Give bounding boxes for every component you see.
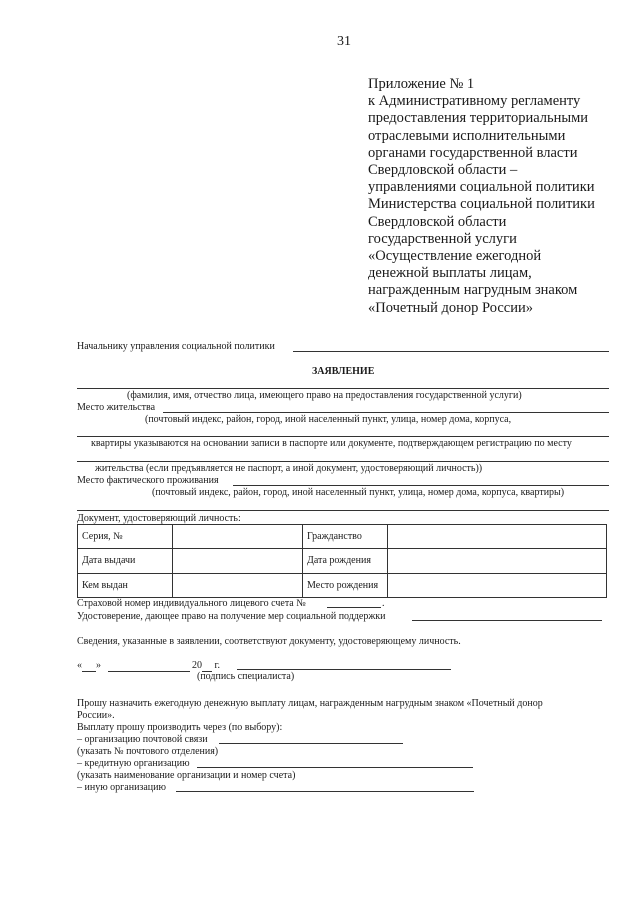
apartment-hint: квартиры указываются на основании записи в паспорте или документе, подтверждающем регистрацию по месту (91, 438, 572, 449)
actual-residence-label: Место фактического проживания (77, 475, 219, 486)
specialist-signature-field[interactable] (237, 669, 451, 670)
series-label: Серия, № (78, 525, 173, 549)
credit-option: – кредитную организацию (77, 758, 190, 769)
appendix-line: денежной выплаты лицам, (368, 265, 532, 282)
date-quote-open: « (77, 660, 82, 671)
id-document-label: Документ, удостоверяющий личность: (77, 513, 241, 524)
actual-address-hint: (почтовый индекс, район, город, иной населенный пункт, улица, номер дома, корпуса, квартиры) (152, 487, 565, 498)
postal-option: – организацию почтовой связи (77, 734, 208, 745)
birth-date-value[interactable] (388, 549, 607, 573)
appendix-line: органами государственной власти (368, 144, 578, 161)
other-field[interactable] (176, 791, 474, 792)
credit-hint: (указать наименование организации и номер счета) (77, 770, 296, 781)
citizenship-label: Гражданство (303, 525, 388, 549)
payment-via-label: Выплату прошу производить через (по выбору): (77, 722, 283, 733)
date-quote-close: » (96, 660, 101, 671)
appendix-line: Приложение № 1 (368, 76, 475, 92)
appendix-line: управлениями социальной политики (368, 179, 595, 196)
actual-residence-field-2[interactable] (77, 510, 609, 511)
appendix-line: «Осуществление ежегодной (368, 248, 542, 265)
issue-date-value[interactable] (173, 549, 303, 573)
address-hint: (почтовый индекс, район, город, иной населенный пункт, улица, номер дома, корпуса, (145, 414, 512, 425)
specialist-signature-hint: (подпись специалиста) (197, 671, 295, 682)
residence-field-2[interactable] (77, 436, 609, 437)
birth-place-value[interactable] (388, 573, 607, 597)
date-year-suffix: г. (214, 660, 220, 671)
series-value[interactable] (173, 525, 303, 549)
page-number: 31 (337, 34, 351, 49)
appendix-line: предоставления территориальными (368, 110, 589, 127)
appendix-line: Свердловской области (368, 213, 507, 230)
snils-label: Страховой номер индивидуального лицевого счета № (77, 598, 306, 609)
certificate-field[interactable] (412, 620, 602, 621)
appendix-line: «Почетный донор России» (368, 299, 534, 316)
request-text-2: России». (77, 710, 115, 721)
credit-field[interactable] (197, 767, 473, 768)
fio-field[interactable] (77, 388, 609, 389)
addressee-field[interactable] (293, 351, 609, 352)
request-text: Прошу назначить ежегодную денежную выплату лицам, награжденным нагрудным знаком «Почетный донор (77, 698, 543, 709)
snils-field[interactable] (327, 607, 381, 608)
issued-by-value[interactable] (173, 573, 303, 597)
appendix-header (368, 76, 595, 317)
issue-date-label: Дата выдачи (78, 549, 173, 573)
residence-label: Место жительства (77, 402, 156, 413)
addressee-label: Начальнику управления социальной политики (77, 341, 275, 352)
day-field[interactable] (82, 660, 96, 672)
issued-by-label: Кем выдан (78, 573, 173, 597)
appendix-line: Министерства социальной политики (368, 196, 595, 213)
residence-hint-end: жительства (если предъявляется не паспорт, а иной документ, удостоверяющий личность)) (95, 463, 483, 474)
appendix-line: награжденным нагрудным знаком (368, 282, 578, 299)
postal-hint: (указать № почтового отделения) (77, 746, 219, 757)
residence-field[interactable] (163, 412, 609, 413)
appendix-line: государственной услуги (368, 230, 517, 247)
other-option: – иную организацию (77, 782, 166, 793)
residence-field-3[interactable] (77, 461, 609, 462)
id-document-table (77, 524, 607, 598)
month-field[interactable] (108, 660, 190, 672)
certificate-label: Удостоверение, дающее право на получение мер социальной поддержки (77, 611, 386, 622)
birth-date-label: Дата рождения (303, 549, 388, 573)
date-year: 20 (192, 660, 202, 671)
verification-text: Сведения, указанные в заявлении, соответствуют документу, удостоверяющему личность. (77, 636, 461, 647)
appendix-line: к Административному регламенту (368, 93, 581, 110)
actual-residence-field[interactable] (233, 485, 609, 486)
birth-place-label: Место рождения (303, 573, 388, 597)
appendix-line: Свердловской области – (368, 162, 518, 179)
appendix-line: отраслевыми исполнительными (368, 127, 566, 144)
postal-field[interactable] (219, 743, 403, 744)
fio-hint: (фамилия, имя, отчество лица, имеющего право на предоставления государственной услуги) (127, 390, 522, 401)
citizenship-value[interactable] (388, 525, 607, 549)
form-title: ЗАЯВЛЕНИЕ (312, 366, 375, 377)
